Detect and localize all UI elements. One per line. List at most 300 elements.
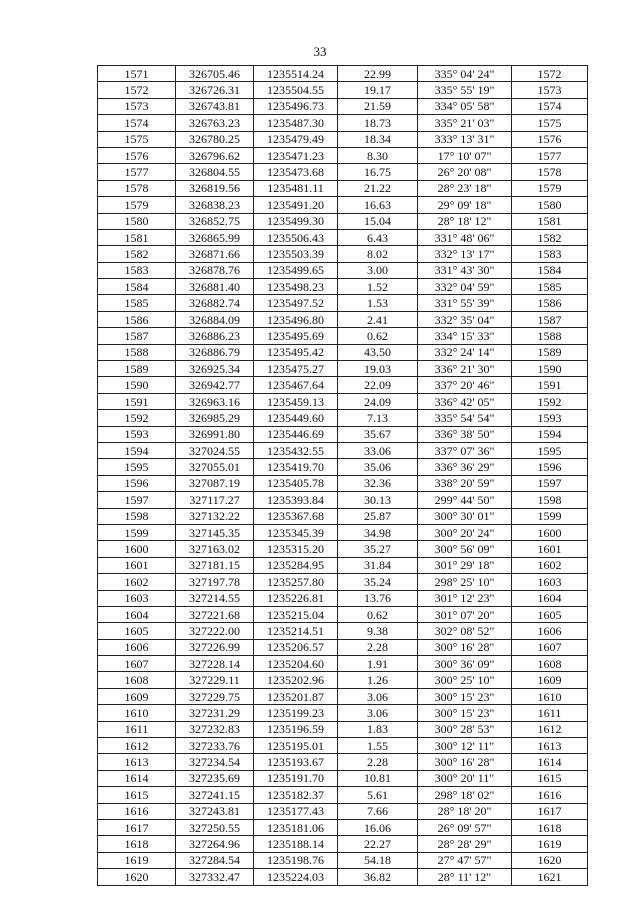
table-row	[98, 705, 588, 721]
northing-cell: 326884.09	[176, 311, 254, 327]
northing-cell: 326852.75	[176, 213, 254, 229]
table-row	[98, 869, 588, 885]
northing-cell: 327235.69	[176, 770, 254, 786]
from-point-cell: 1617	[98, 819, 176, 835]
from-point-cell: 1606	[98, 639, 176, 655]
easting-cell: 1235504.55	[254, 82, 338, 98]
from-point-cell: 1608	[98, 672, 176, 688]
bearing-cell: 28° 18' 20"	[418, 803, 512, 819]
to-point-cell: 1620	[512, 852, 588, 868]
to-point-cell: 1579	[512, 180, 588, 196]
bearing-cell: 332° 24' 14"	[418, 344, 512, 360]
easting-cell: 1235182.37	[254, 787, 338, 803]
northing-cell: 327087.19	[176, 475, 254, 491]
easting-cell: 1235432.55	[254, 442, 338, 458]
distance-cell: 10.81	[338, 770, 418, 786]
easting-cell: 1235202.96	[254, 672, 338, 688]
from-point-cell: 1610	[98, 705, 176, 721]
easting-cell: 1235514.24	[254, 66, 338, 82]
to-point-cell: 1592	[512, 393, 588, 409]
bearing-cell: 336° 42' 05"	[418, 393, 512, 409]
easting-cell: 1235181.06	[254, 819, 338, 835]
to-point-cell: 1613	[512, 738, 588, 754]
bearing-cell: 26° 09' 57"	[418, 819, 512, 835]
northing-cell: 326942.77	[176, 377, 254, 393]
to-point-cell: 1593	[512, 410, 588, 426]
northing-cell: 326743.81	[176, 98, 254, 114]
bearing-cell: 298° 25' 10"	[418, 574, 512, 590]
table-row	[98, 410, 588, 426]
to-point-cell: 1600	[512, 524, 588, 540]
bearing-cell: 337° 07' 36"	[418, 442, 512, 458]
distance-cell: 8.02	[338, 246, 418, 262]
easting-cell: 1235495.42	[254, 344, 338, 360]
easting-cell: 1235473.68	[254, 164, 338, 180]
distance-cell: 34.98	[338, 524, 418, 540]
distance-cell: 16.75	[338, 164, 418, 180]
table-row	[98, 344, 588, 360]
bearing-cell: 335° 55' 19"	[418, 82, 512, 98]
distance-cell: 35.24	[338, 574, 418, 590]
easting-cell: 1235419.70	[254, 459, 338, 475]
northing-cell: 327284.54	[176, 852, 254, 868]
northing-cell: 326726.31	[176, 82, 254, 98]
bearing-cell: 301° 29' 18"	[418, 557, 512, 573]
table-row	[98, 442, 588, 458]
northing-cell: 326963.16	[176, 393, 254, 409]
distance-cell: 31.84	[338, 557, 418, 573]
easting-cell: 1235498.23	[254, 279, 338, 295]
distance-cell: 0.62	[338, 606, 418, 622]
northing-cell: 326985.29	[176, 410, 254, 426]
from-point-cell: 1583	[98, 262, 176, 278]
distance-cell: 15.04	[338, 213, 418, 229]
easting-cell: 1235196.59	[254, 721, 338, 737]
easting-cell: 1235459.13	[254, 393, 338, 409]
bearing-cell: 301° 12' 23"	[418, 590, 512, 606]
northing-cell: 327163.02	[176, 541, 254, 557]
table-row	[98, 82, 588, 98]
bearing-cell: 300° 20' 24"	[418, 524, 512, 540]
table-row	[98, 754, 588, 770]
from-point-cell: 1612	[98, 738, 176, 754]
easting-cell: 1235284.95	[254, 557, 338, 573]
to-point-cell: 1610	[512, 688, 588, 704]
bearing-cell: 337° 20' 46"	[418, 377, 512, 393]
to-point-cell: 1598	[512, 492, 588, 508]
bearing-cell: 300° 25' 10"	[418, 672, 512, 688]
to-point-cell: 1615	[512, 770, 588, 786]
from-point-cell: 1603	[98, 590, 176, 606]
from-point-cell: 1598	[98, 508, 176, 524]
easting-cell: 1235257.80	[254, 574, 338, 590]
distance-cell: 32.36	[338, 475, 418, 491]
from-point-cell: 1594	[98, 442, 176, 458]
northing-cell: 327221.68	[176, 606, 254, 622]
distance-cell: 35.67	[338, 426, 418, 442]
to-point-cell: 1585	[512, 279, 588, 295]
easting-cell: 1235499.65	[254, 262, 338, 278]
to-point-cell: 1611	[512, 705, 588, 721]
easting-cell: 1235201.87	[254, 688, 338, 704]
bearing-cell: 300° 56' 09"	[418, 541, 512, 557]
to-point-cell: 1590	[512, 361, 588, 377]
from-point-cell: 1604	[98, 606, 176, 622]
from-point-cell: 1611	[98, 721, 176, 737]
bearing-cell: 336° 36' 29"	[418, 459, 512, 475]
distance-cell: 16.06	[338, 819, 418, 835]
from-point-cell: 1578	[98, 180, 176, 196]
distance-cell: 22.27	[338, 836, 418, 852]
bearing-cell: 335° 21' 03"	[418, 115, 512, 131]
bearing-cell: 332° 35' 04"	[418, 311, 512, 327]
northing-cell: 327332.47	[176, 869, 254, 885]
distance-cell: 33.06	[338, 442, 418, 458]
distance-cell: 3.00	[338, 262, 418, 278]
bearing-cell: 300° 12' 11"	[418, 738, 512, 754]
table-row	[98, 508, 588, 524]
distance-cell: 2.28	[338, 639, 418, 655]
easting-cell: 1235367.68	[254, 508, 338, 524]
to-point-cell: 1618	[512, 819, 588, 835]
northing-cell: 327214.55	[176, 590, 254, 606]
to-point-cell: 1572	[512, 66, 588, 82]
northing-cell: 327226.99	[176, 639, 254, 655]
distance-cell: 16.63	[338, 197, 418, 213]
from-point-cell: 1585	[98, 295, 176, 311]
northing-cell: 326780.25	[176, 131, 254, 147]
table-row	[98, 246, 588, 262]
distance-cell: 43.50	[338, 344, 418, 360]
to-point-cell: 1596	[512, 459, 588, 475]
distance-cell: 2.28	[338, 754, 418, 770]
northing-cell: 327222.00	[176, 623, 254, 639]
distance-cell: 19.03	[338, 361, 418, 377]
distance-cell: 1.53	[338, 295, 418, 311]
distance-cell: 36.82	[338, 869, 418, 885]
from-point-cell: 1584	[98, 279, 176, 295]
from-point-cell: 1596	[98, 475, 176, 491]
northing-cell: 327181.15	[176, 557, 254, 573]
table-row	[98, 836, 588, 852]
bearing-cell: 335° 54' 54"	[418, 410, 512, 426]
distance-cell: 1.55	[338, 738, 418, 754]
from-point-cell: 1582	[98, 246, 176, 262]
from-point-cell: 1574	[98, 115, 176, 131]
bearing-cell: 332° 04' 59"	[418, 279, 512, 295]
table-row	[98, 557, 588, 573]
from-point-cell: 1619	[98, 852, 176, 868]
to-point-cell: 1616	[512, 787, 588, 803]
bearing-cell: 298° 18' 02"	[418, 787, 512, 803]
to-point-cell: 1594	[512, 426, 588, 442]
to-point-cell: 1573	[512, 82, 588, 98]
table-row	[98, 852, 588, 868]
to-point-cell: 1617	[512, 803, 588, 819]
to-point-cell: 1574	[512, 98, 588, 114]
bearing-cell: 27° 47' 57"	[418, 852, 512, 868]
table-row	[98, 590, 588, 606]
table-row	[98, 688, 588, 704]
to-point-cell: 1606	[512, 623, 588, 639]
distance-cell: 7.66	[338, 803, 418, 819]
easting-cell: 1235199.23	[254, 705, 338, 721]
northing-cell: 327250.55	[176, 819, 254, 835]
to-point-cell: 1581	[512, 213, 588, 229]
distance-cell: 35.06	[338, 459, 418, 475]
bearing-cell: 338° 20' 59"	[418, 475, 512, 491]
distance-cell: 8.30	[338, 147, 418, 163]
northing-cell: 327243.81	[176, 803, 254, 819]
bearing-cell: 17° 10' 07"	[418, 147, 512, 163]
northing-cell: 327132.22	[176, 508, 254, 524]
table-row	[98, 672, 588, 688]
easting-cell: 1235503.39	[254, 246, 338, 262]
to-point-cell: 1588	[512, 328, 588, 344]
distance-cell: 13.76	[338, 590, 418, 606]
table-row	[98, 492, 588, 508]
northing-cell: 327231.29	[176, 705, 254, 721]
to-point-cell: 1580	[512, 197, 588, 213]
easting-cell: 1235206.57	[254, 639, 338, 655]
easting-cell: 1235345.39	[254, 524, 338, 540]
northing-cell: 327197.78	[176, 574, 254, 590]
from-point-cell: 1592	[98, 410, 176, 426]
distance-cell: 5.61	[338, 787, 418, 803]
to-point-cell: 1619	[512, 836, 588, 852]
to-point-cell: 1603	[512, 574, 588, 590]
bearing-cell: 300° 36' 09"	[418, 656, 512, 672]
easting-cell: 1235393.84	[254, 492, 338, 508]
bearing-cell: 299° 44' 50"	[418, 492, 512, 508]
bearing-cell: 29° 09' 18"	[418, 197, 512, 213]
table-row	[98, 639, 588, 655]
to-point-cell: 1609	[512, 672, 588, 688]
easting-cell: 1235224.03	[254, 869, 338, 885]
distance-cell: 22.99	[338, 66, 418, 82]
bearing-cell: 333° 13' 31"	[418, 131, 512, 147]
northing-cell: 327228.14	[176, 656, 254, 672]
to-point-cell: 1584	[512, 262, 588, 278]
table-row	[98, 787, 588, 803]
from-point-cell: 1576	[98, 147, 176, 163]
distance-cell: 19.17	[338, 82, 418, 98]
from-point-cell: 1595	[98, 459, 176, 475]
from-point-cell: 1588	[98, 344, 176, 360]
to-point-cell: 1582	[512, 229, 588, 245]
table-row	[98, 66, 588, 82]
northing-cell: 326886.79	[176, 344, 254, 360]
easting-cell: 1235193.67	[254, 754, 338, 770]
distance-cell: 25.87	[338, 508, 418, 524]
table-row	[98, 213, 588, 229]
northing-cell: 327229.11	[176, 672, 254, 688]
easting-cell: 1235191.70	[254, 770, 338, 786]
to-point-cell: 1597	[512, 475, 588, 491]
to-point-cell: 1576	[512, 131, 588, 147]
table-row	[98, 131, 588, 147]
table-row	[98, 98, 588, 114]
distance-cell: 1.26	[338, 672, 418, 688]
distance-cell: 21.59	[338, 98, 418, 114]
bearing-cell: 300° 16' 28"	[418, 754, 512, 770]
easting-cell: 1235497.52	[254, 295, 338, 311]
easting-cell: 1235198.76	[254, 852, 338, 868]
to-point-cell: 1586	[512, 295, 588, 311]
distance-cell: 3.06	[338, 688, 418, 704]
northing-cell: 327055.01	[176, 459, 254, 475]
to-point-cell: 1587	[512, 311, 588, 327]
to-point-cell: 1612	[512, 721, 588, 737]
table-row	[98, 311, 588, 327]
from-point-cell: 1591	[98, 393, 176, 409]
easting-cell: 1235496.80	[254, 311, 338, 327]
to-point-cell: 1575	[512, 115, 588, 131]
northing-cell: 326804.55	[176, 164, 254, 180]
table-row	[98, 623, 588, 639]
distance-cell: 6.43	[338, 229, 418, 245]
northing-cell: 327117.27	[176, 492, 254, 508]
easting-cell: 1235315.20	[254, 541, 338, 557]
table-row	[98, 197, 588, 213]
from-point-cell: 1609	[98, 688, 176, 704]
northing-cell: 326882.74	[176, 295, 254, 311]
to-point-cell: 1578	[512, 164, 588, 180]
northing-cell: 327145.35	[176, 524, 254, 540]
bearing-cell: 300° 15' 23"	[418, 705, 512, 721]
easting-cell: 1235467.64	[254, 377, 338, 393]
table-row	[98, 147, 588, 163]
northing-cell: 326878.76	[176, 262, 254, 278]
easting-cell: 1235481.11	[254, 180, 338, 196]
northing-cell: 326796.62	[176, 147, 254, 163]
table-row	[98, 803, 588, 819]
from-point-cell: 1614	[98, 770, 176, 786]
bearing-cell: 26° 20' 08"	[418, 164, 512, 180]
easting-cell: 1235471.23	[254, 147, 338, 163]
to-point-cell: 1608	[512, 656, 588, 672]
from-point-cell: 1589	[98, 361, 176, 377]
to-point-cell: 1605	[512, 606, 588, 622]
from-point-cell: 1572	[98, 82, 176, 98]
from-point-cell: 1593	[98, 426, 176, 442]
distance-cell: 24.09	[338, 393, 418, 409]
distance-cell: 21.22	[338, 180, 418, 196]
easting-cell: 1235496.73	[254, 98, 338, 114]
easting-cell: 1235475.27	[254, 361, 338, 377]
distance-cell: 1.52	[338, 279, 418, 295]
distance-cell: 1.83	[338, 721, 418, 737]
to-point-cell: 1602	[512, 557, 588, 573]
table-row	[98, 229, 588, 245]
from-point-cell: 1607	[98, 656, 176, 672]
bearing-cell: 334° 05' 58"	[418, 98, 512, 114]
northing-cell: 326865.99	[176, 229, 254, 245]
northing-cell: 326763.23	[176, 115, 254, 131]
easting-cell: 1235177.43	[254, 803, 338, 819]
northing-cell: 326886.23	[176, 328, 254, 344]
northing-cell: 326819.56	[176, 180, 254, 196]
from-point-cell: 1577	[98, 164, 176, 180]
to-point-cell: 1599	[512, 508, 588, 524]
table-row	[98, 426, 588, 442]
bearing-cell: 331° 55' 39"	[418, 295, 512, 311]
bearing-cell: 300° 30' 01"	[418, 508, 512, 524]
bearing-cell: 331° 43' 30"	[418, 262, 512, 278]
table-row	[98, 361, 588, 377]
northing-cell: 327234.54	[176, 754, 254, 770]
distance-cell: 0.62	[338, 328, 418, 344]
table-row	[98, 541, 588, 557]
table-row	[98, 180, 588, 196]
easting-cell: 1235215.04	[254, 606, 338, 622]
northing-cell: 326991.80	[176, 426, 254, 442]
easting-cell: 1235204.60	[254, 656, 338, 672]
northing-cell: 326925.34	[176, 361, 254, 377]
easting-cell: 1235487.30	[254, 115, 338, 131]
easting-cell: 1235226.81	[254, 590, 338, 606]
from-point-cell: 1599	[98, 524, 176, 540]
to-point-cell: 1607	[512, 639, 588, 655]
bearing-cell: 300° 28' 53"	[418, 721, 512, 737]
bearing-cell: 301° 07' 20"	[418, 606, 512, 622]
from-point-cell: 1597	[98, 492, 176, 508]
bearing-cell: 331° 48' 06"	[418, 229, 512, 245]
bearing-cell: 28° 23' 18"	[418, 180, 512, 196]
table-body	[98, 66, 588, 886]
from-point-cell: 1602	[98, 574, 176, 590]
table-row	[98, 393, 588, 409]
bearing-cell: 300° 20' 11"	[418, 770, 512, 786]
from-point-cell: 1613	[98, 754, 176, 770]
from-point-cell: 1601	[98, 557, 176, 573]
table-row	[98, 524, 588, 540]
from-point-cell: 1571	[98, 66, 176, 82]
to-point-cell: 1591	[512, 377, 588, 393]
northing-cell: 326881.40	[176, 279, 254, 295]
easting-cell: 1235491.20	[254, 197, 338, 213]
from-point-cell: 1586	[98, 311, 176, 327]
bearing-cell: 336° 21' 30"	[418, 361, 512, 377]
distance-cell: 18.34	[338, 131, 418, 147]
easting-cell: 1235506.43	[254, 229, 338, 245]
northing-cell: 327264.96	[176, 836, 254, 852]
from-point-cell: 1615	[98, 787, 176, 803]
northing-cell: 327232.83	[176, 721, 254, 737]
to-point-cell: 1577	[512, 147, 588, 163]
easting-cell: 1235446.69	[254, 426, 338, 442]
from-point-cell: 1620	[98, 869, 176, 885]
table-row	[98, 164, 588, 180]
table-row	[98, 328, 588, 344]
table-row	[98, 115, 588, 131]
northing-cell: 326871.66	[176, 246, 254, 262]
northing-cell: 326838.23	[176, 197, 254, 213]
bearing-cell: 300° 16' 28"	[418, 639, 512, 655]
to-point-cell: 1601	[512, 541, 588, 557]
distance-cell: 1.91	[338, 656, 418, 672]
from-point-cell: 1580	[98, 213, 176, 229]
table-row	[98, 721, 588, 737]
to-point-cell: 1614	[512, 754, 588, 770]
to-point-cell: 1604	[512, 590, 588, 606]
bearing-cell: 332° 13' 17"	[418, 246, 512, 262]
table-row	[98, 475, 588, 491]
bearing-cell: 334° 15' 33"	[418, 328, 512, 344]
distance-cell: 9.38	[338, 623, 418, 639]
northing-cell: 327229.75	[176, 688, 254, 704]
table-row	[98, 459, 588, 475]
